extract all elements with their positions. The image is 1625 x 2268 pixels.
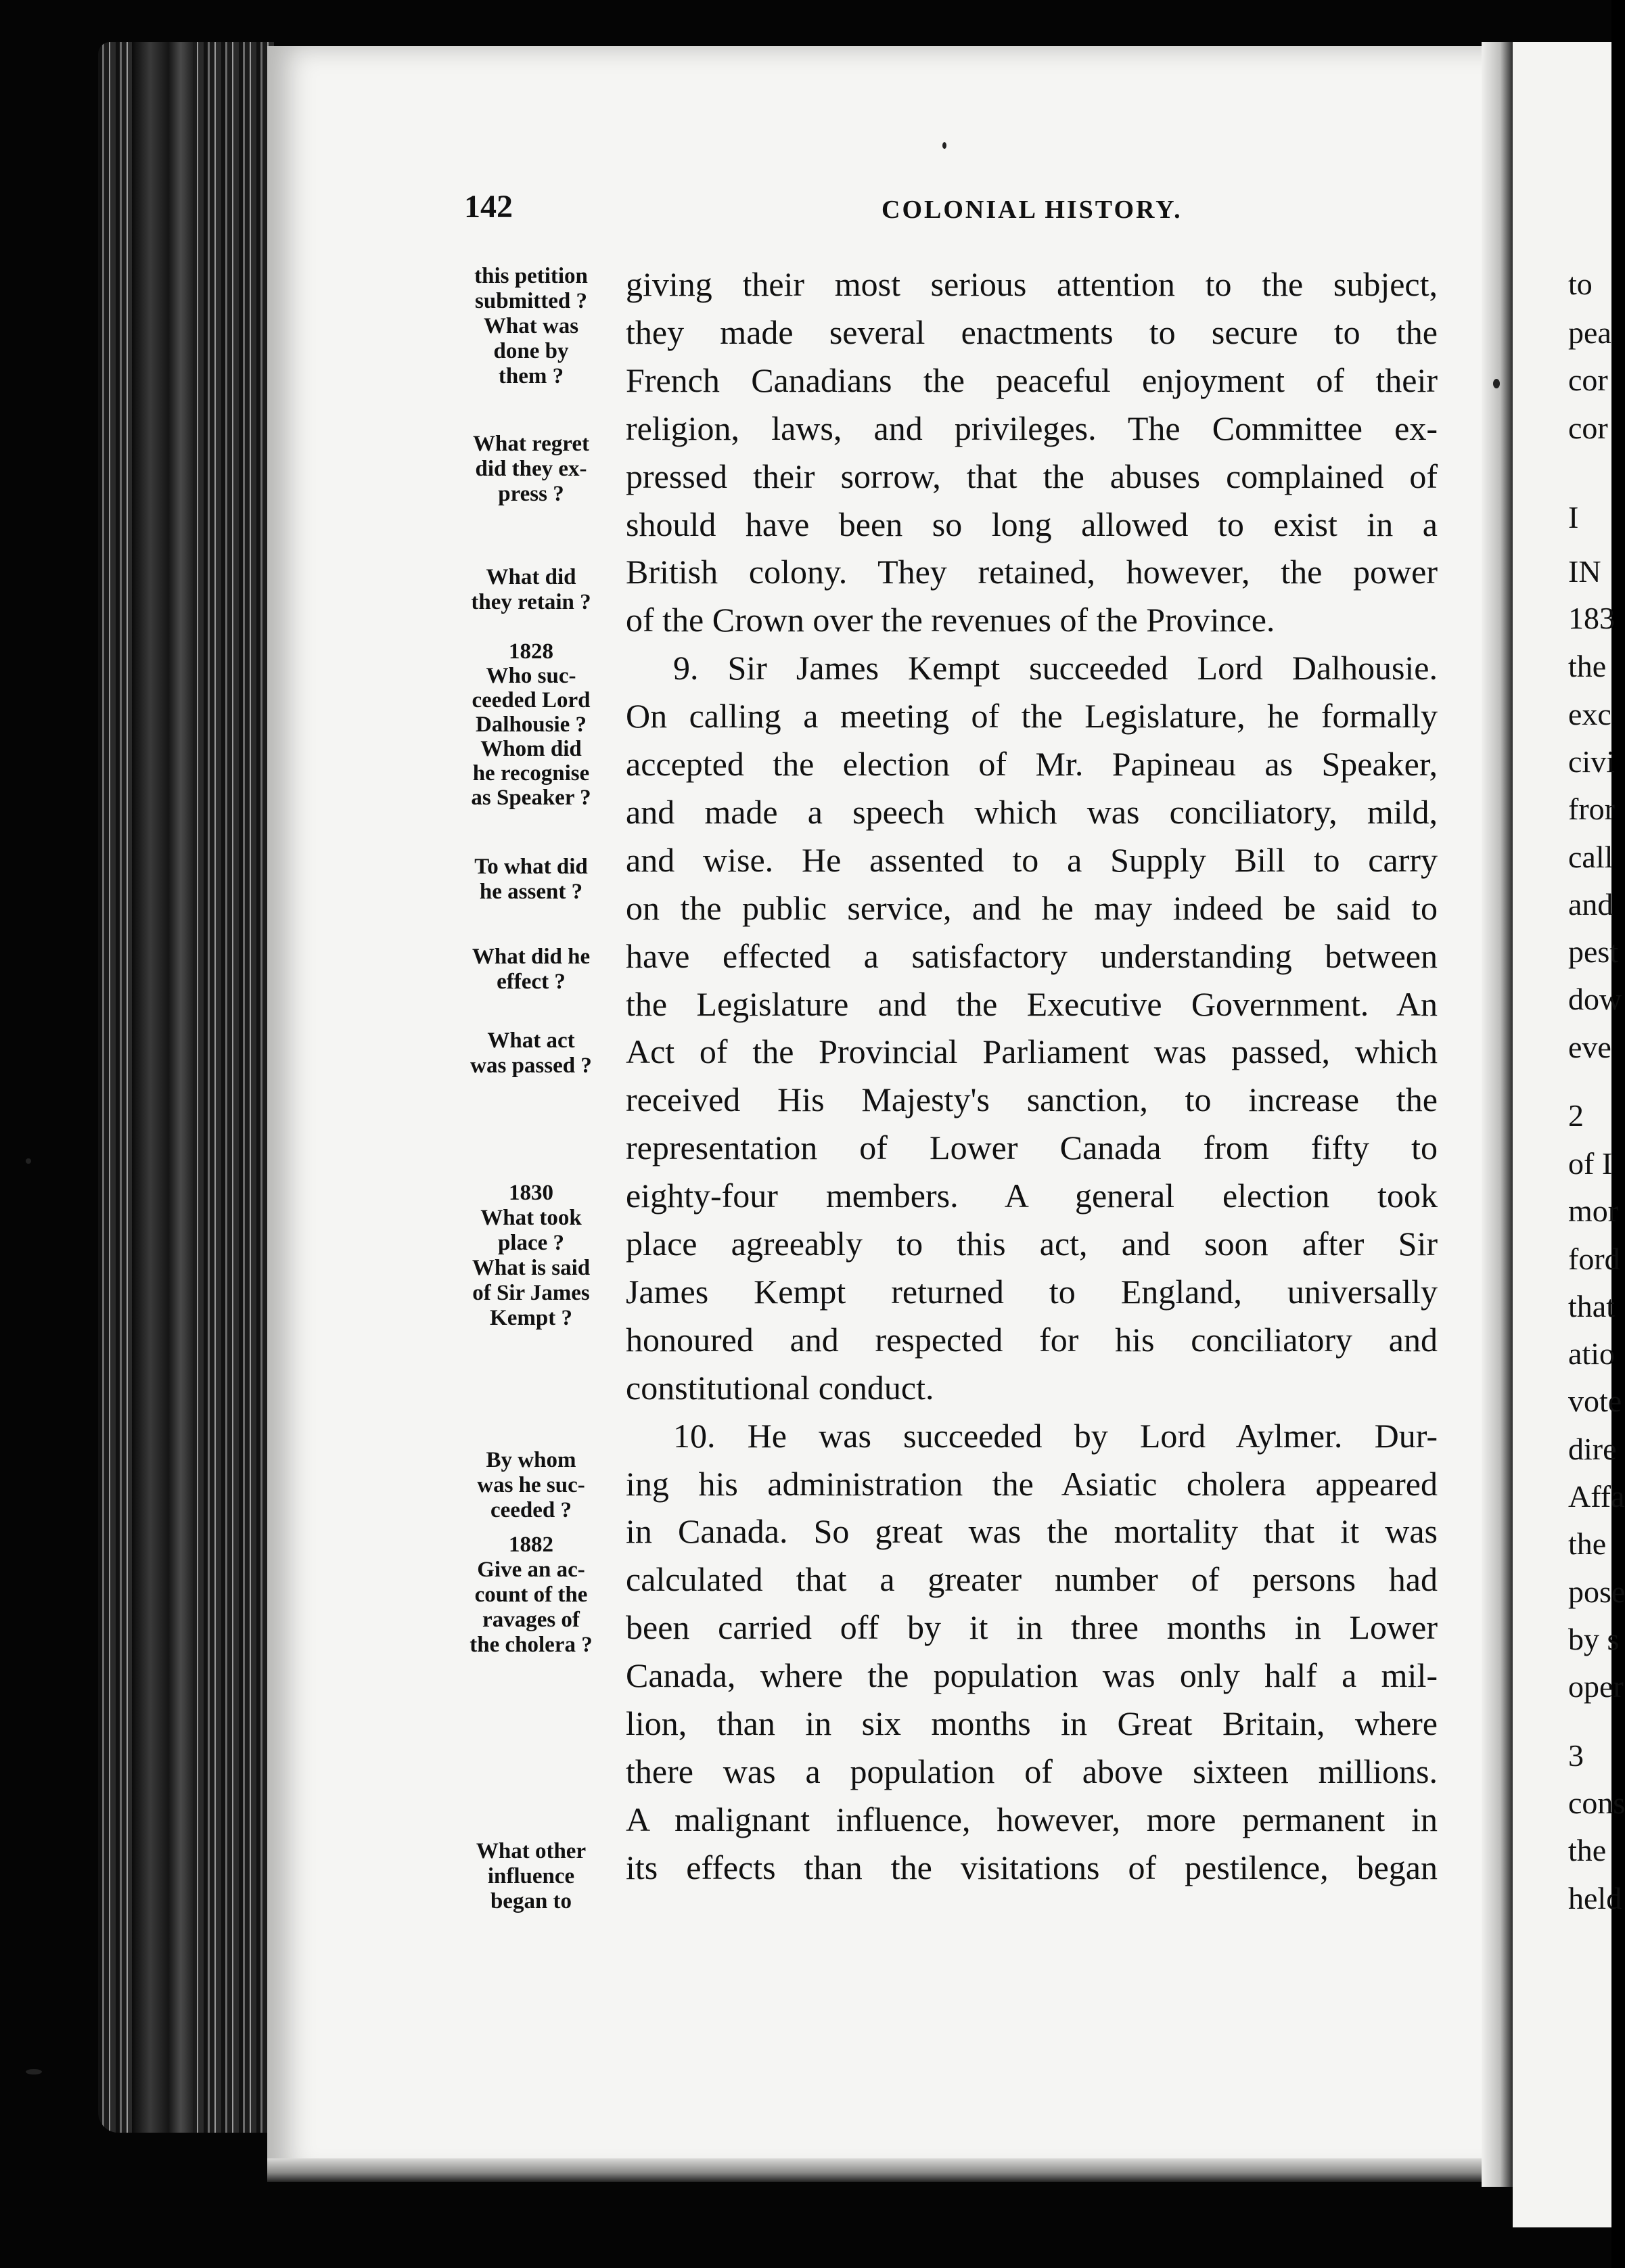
right-page-fragment: civi — [1568, 744, 1615, 779]
running-head: COLONIAL HISTORY. — [882, 196, 1183, 224]
margin-note: To what did he assent ? — [474, 855, 588, 904]
right-page-fragment: of I — [1568, 1146, 1613, 1181]
body-text-line: representation of Lower Canada from fifty to — [626, 1129, 1438, 1167]
body-text-line: French Canadians the peaceful enjoyment of their — [626, 361, 1438, 399]
right-page-fragment: ford — [1568, 1242, 1620, 1276]
body-text-line: On calling a meeting of the Legislature, he formally — [626, 697, 1438, 735]
body-text-line: eighty-four members. A general election took — [626, 1177, 1438, 1215]
right-page-fragment: dire — [1568, 1432, 1617, 1466]
margin-note: What other influence began to — [476, 1839, 587, 1913]
margin-note: By whom was he suc- ceeded ? — [477, 1448, 585, 1522]
right-page-fragment: vote — [1568, 1384, 1622, 1418]
right-page-fragment: I — [1568, 500, 1579, 535]
page-number: 142 — [464, 189, 513, 225]
margin-note: What act was passed ? — [470, 1028, 592, 1078]
right-page-fragment: and — [1568, 887, 1613, 922]
body-text-line: religion, laws, and privileges. The Committee ex- — [626, 409, 1438, 447]
body-text-line: 10. He was succeeded by Lord Aylmer. Dur- — [673, 1416, 1438, 1455]
body-text-line: A malignant influence, however, more permanent in — [626, 1800, 1438, 1838]
right-page-fragment: Affa — [1568, 1479, 1625, 1514]
right-page-fragment: cons — [1568, 1786, 1625, 1820]
body-text-line: James Kempt returned to England, universally — [626, 1272, 1438, 1311]
speck — [942, 142, 946, 149]
margin-note: What regret did they ex- press ? — [473, 432, 589, 506]
right-page-fragment: IN — [1568, 554, 1601, 589]
right-page-fragment: 3 — [1568, 1738, 1584, 1773]
body-text-line: place agreeably to this act, and soon after Sir — [626, 1225, 1438, 1263]
right-page-fragment: 2 — [1568, 1098, 1584, 1133]
body-text-line: its effects than the visitations of pestilence, began — [626, 1848, 1438, 1886]
body-text-line: and wise. He assented to a Supply Bill to carry — [626, 840, 1438, 879]
right-page-fragment: cor — [1568, 363, 1608, 397]
body-text-line: pressed their sorrow, that the abuses complained of — [626, 457, 1438, 495]
right-page-fragment: held — [1568, 1881, 1622, 1915]
margin-note: 1830 What took place ? What is said of Sir James Kempt ? — [472, 1181, 591, 1330]
body-text-line: they made several enactments to secure to the — [626, 313, 1438, 351]
right-page-fragment: eve — [1568, 1030, 1611, 1064]
body-text-line: Canada, where the population was only half a mil- — [626, 1656, 1438, 1695]
speck — [26, 1158, 31, 1164]
margin-note: What did he effect ? — [472, 945, 591, 994]
right-page-fragment: oper — [1568, 1669, 1624, 1704]
body-text-line: should have been so long allowed to exist in a — [626, 505, 1438, 543]
book-spine-shadow — [132, 42, 193, 2133]
page-bottom-edge — [267, 2158, 1505, 2182]
right-page-fragment: mor — [1568, 1194, 1619, 1228]
body-text-line: lion, than in six months in Great Britain, where — [626, 1704, 1438, 1742]
right-page-fragment: exc — [1568, 697, 1611, 731]
body-text-line: British colony. They retained, however, the power — [626, 553, 1438, 591]
right-page-fragment: atio — [1568, 1336, 1615, 1371]
body-text-line: received His Majesty's sanction, to increase the — [626, 1081, 1438, 1119]
body-text-line: accepted the election of Mr. Papineau as Speaker, — [626, 745, 1438, 783]
right-page-fragment: fror — [1568, 792, 1615, 826]
body-text-line: 9. Sir James Kempt succeeded Lord Dalhousie. — [673, 649, 1438, 687]
body-text-line: in Canada. So great was the mortality that it was — [626, 1512, 1438, 1551]
right-page-fragment: by s — [1568, 1622, 1620, 1656]
body-text-line: there was a population of above sixteen millions. — [626, 1752, 1438, 1790]
body-text-line: the Legislature and the Executive Government. An — [626, 984, 1438, 1023]
body-text-line: of the Crown over the revenues of the Province. — [626, 601, 1275, 639]
body-text-line: calculated that a greater number of persons had — [626, 1560, 1438, 1599]
right-page-fragment: the — [1568, 649, 1607, 683]
page-header — [0, 188, 1611, 242]
right-page-fragment: call — [1568, 840, 1613, 874]
speck — [26, 2069, 42, 2074]
margin-note: 1828 Who suc- ceeded Lord Dalhousie ? Whom did he recognise as Speaker ? — [471, 639, 591, 810]
right-page-fragment: pose — [1568, 1574, 1625, 1609]
body-text-line: honoured and respected for his conciliatory and — [626, 1320, 1438, 1359]
body-text-line: constitutional conduct. — [626, 1368, 934, 1407]
right-page-fragment: pest — [1568, 934, 1619, 969]
right-page-fragment: pea — [1568, 315, 1611, 350]
margin-note: this petition submitted ? What was done by them ? — [474, 264, 588, 388]
body-text-line: on the public service, and he may indeed be said to — [626, 888, 1438, 927]
body-text-line: been carried off by it in three months in Lower — [626, 1608, 1438, 1647]
right-page-fragment: the — [1568, 1833, 1607, 1867]
body-text-line: ing his administration the Asiatic cholera appeared — [626, 1464, 1438, 1503]
body-text-line: have effected a satisfactory understanding between — [626, 936, 1438, 975]
body-text-line: and made a speech which was conciliatory, mild, — [626, 792, 1438, 831]
right-page-fragment: dow — [1568, 982, 1622, 1016]
right-page-fragment: to — [1568, 267, 1593, 301]
body-text-line: Act of the Provincial Parliament was passed, which — [626, 1033, 1438, 1071]
speck — [1493, 379, 1500, 388]
right-page-fragment: that — [1568, 1289, 1615, 1323]
body-text-line: giving their most serious attention to the subject, — [626, 265, 1438, 303]
margin-note: 1882 Give an ac- count of the ravages of the cholera ? — [470, 1533, 593, 1657]
right-page-fragment: the — [1568, 1526, 1607, 1561]
margin-note: What did they retain ? — [471, 565, 591, 614]
right-page-fragment: 183 — [1568, 601, 1615, 635]
right-page-fragment: cor — [1568, 411, 1608, 445]
